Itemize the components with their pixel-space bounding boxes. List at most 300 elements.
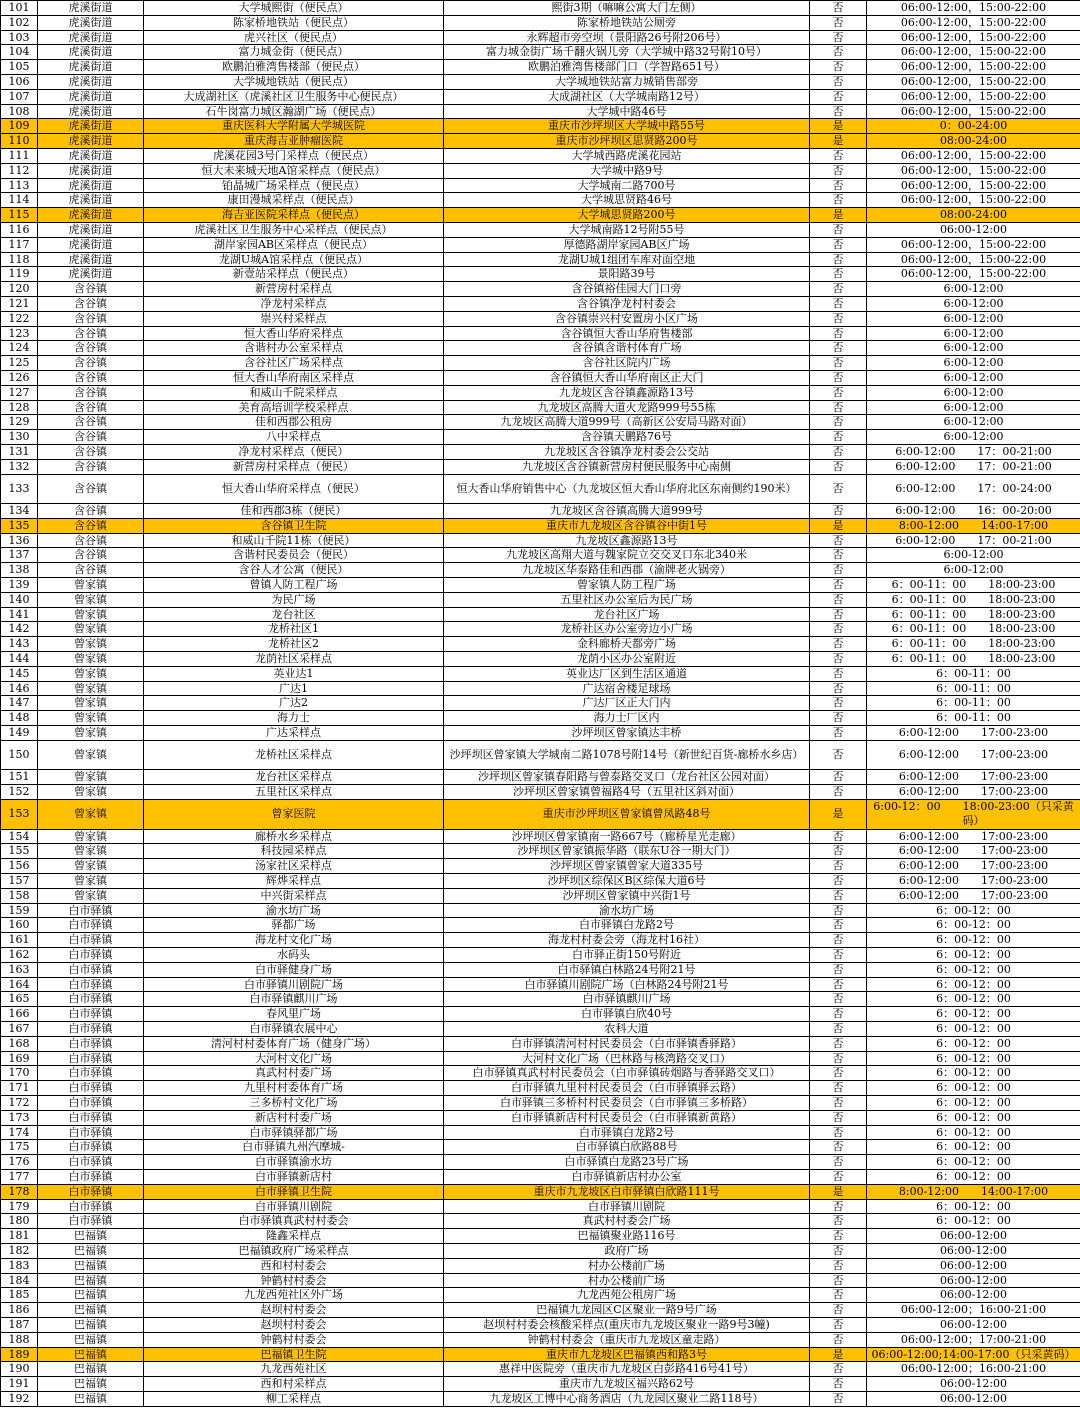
address-cell: 大河村文化广场（巴林路与核湾路交叉口） bbox=[444, 1051, 810, 1066]
street-cell: 白市驿镇 bbox=[38, 962, 144, 977]
table-row bbox=[1, 1243, 1080, 1258]
hours-cell: 6:00-12:00 bbox=[867, 415, 1080, 430]
street-cell: 虎溪街道 bbox=[38, 237, 144, 252]
hospital-flag-cell: 否 bbox=[810, 148, 867, 163]
site-name-cell: 富力城金街（便民点） bbox=[144, 45, 444, 60]
address-cell: 白市驿镇白龙路2号 bbox=[444, 918, 810, 933]
street-cell: 白市驿镇 bbox=[38, 1155, 144, 1170]
table-row bbox=[1, 533, 1080, 548]
table-row bbox=[1, 740, 1080, 770]
table-row bbox=[1, 193, 1080, 208]
row-number-cell: 173 bbox=[1, 1110, 38, 1125]
row-number-cell: 172 bbox=[1, 1095, 38, 1110]
address-cell: 含谷镇天鹏路76号 bbox=[444, 430, 810, 445]
row-number-cell: 132 bbox=[1, 459, 38, 474]
row-number-cell: 131 bbox=[1, 444, 38, 459]
site-name-cell: 赵坝村村委会 bbox=[144, 1317, 444, 1332]
address-cell: 巴福镇九龙园区C区聚业一路9号广场 bbox=[444, 1303, 810, 1318]
hours-cell: 6:00-12:00 bbox=[867, 326, 1080, 341]
hospital-flag-cell: 否 bbox=[810, 1243, 867, 1258]
hospital-flag-cell: 否 bbox=[810, 1288, 867, 1303]
address-cell: 含谷镇含谐村体育广场 bbox=[444, 341, 810, 356]
table-row bbox=[1, 933, 1080, 948]
hours-cell: 6:00-12:00 17：00-21:00 bbox=[867, 459, 1080, 474]
hours-cell: 6:00-12:00 17:00-23:00 bbox=[867, 874, 1080, 889]
hospital-flag-cell: 否 bbox=[810, 592, 867, 607]
row-number-cell: 176 bbox=[1, 1155, 38, 1170]
address-cell: 沙坪坝区综保区B区综保大道6号 bbox=[444, 874, 810, 889]
hours-cell: 6：00-12：00 bbox=[867, 977, 1080, 992]
site-name-cell: 恒大未来城天地A馆采样点（便民点） bbox=[144, 163, 444, 178]
site-name-cell: 虎溪花园3号门采样点（便民点） bbox=[144, 148, 444, 163]
row-number-cell: 118 bbox=[1, 252, 38, 267]
hours-cell: 6:00-12:00 bbox=[867, 296, 1080, 311]
table-row bbox=[1, 1169, 1080, 1184]
hospital-flag-cell: 否 bbox=[810, 370, 867, 385]
hours-cell: 6:00-12:00 17：00-24:00 bbox=[867, 474, 1080, 504]
table-row bbox=[1, 1288, 1080, 1303]
address-cell: 沙坪坝区曾家镇大学城南二路1078号附14号（新世纪百货-廊桥水乡店） bbox=[444, 740, 810, 770]
hospital-flag-cell: 否 bbox=[810, 829, 867, 844]
hospital-flag-cell: 否 bbox=[810, 859, 867, 874]
site-name-cell: 曾家医院 bbox=[144, 800, 444, 830]
hospital-flag-cell: 否 bbox=[810, 356, 867, 371]
address-cell: 大学城西路虎溪花园站 bbox=[444, 148, 810, 163]
hours-cell: 6：00-12：00 bbox=[867, 1081, 1080, 1096]
site-name-cell: 白市驿镇卫生院 bbox=[144, 1184, 444, 1199]
row-number-cell: 151 bbox=[1, 770, 38, 785]
row-number-cell: 114 bbox=[1, 193, 38, 208]
row-number-cell: 174 bbox=[1, 1125, 38, 1140]
hours-cell: 6:00-12:00 17:00-23:00 bbox=[867, 859, 1080, 874]
row-number-cell: 169 bbox=[1, 1051, 38, 1066]
hours-cell: 6:00-12:00 bbox=[867, 563, 1080, 578]
hospital-flag-cell: 否 bbox=[810, 992, 867, 1007]
address-cell: 龙湖U城1组团车库对面空地 bbox=[444, 252, 810, 267]
site-name-cell: 陈家桥地铁站（便民点） bbox=[144, 15, 444, 30]
hospital-flag-cell: 否 bbox=[810, 1229, 867, 1244]
street-cell: 曾家镇 bbox=[38, 696, 144, 711]
table-row bbox=[1, 563, 1080, 578]
site-name-cell: 含谷社区广场采样点 bbox=[144, 356, 444, 371]
hospital-flag-cell: 否 bbox=[810, 1303, 867, 1318]
hospital-flag-cell: 否 bbox=[810, 252, 867, 267]
table-row bbox=[1, 1273, 1080, 1288]
site-name-cell: 含谐村办公室采样点 bbox=[144, 341, 444, 356]
address-cell: 龙台社区广场 bbox=[444, 607, 810, 622]
address-cell: 白市驿镇白龙路2号 bbox=[444, 1125, 810, 1140]
site-name-cell: 广达2 bbox=[144, 696, 444, 711]
hours-cell: 06:00-12:00，15:00-22:00 bbox=[867, 178, 1080, 193]
street-cell: 巴福镇 bbox=[38, 1229, 144, 1244]
hospital-flag-cell: 是 bbox=[810, 208, 867, 223]
hospital-flag-cell: 否 bbox=[810, 681, 867, 696]
hours-cell: 6：00-11：00 18:00-23:00 bbox=[867, 622, 1080, 637]
table-row bbox=[1, 267, 1080, 282]
address-cell: 曾家镇人防工程广场 bbox=[444, 578, 810, 593]
hospital-flag-cell: 否 bbox=[810, 415, 867, 430]
site-name-cell: 虎兴社区（便民点） bbox=[144, 30, 444, 45]
street-cell: 白市驿镇 bbox=[38, 1095, 144, 1110]
row-number-cell: 106 bbox=[1, 74, 38, 89]
hours-cell: 6：00-12：00 bbox=[867, 948, 1080, 963]
site-name-cell: 曾镇人防工程广场 bbox=[144, 578, 444, 593]
table-row bbox=[1, 1184, 1080, 1199]
street-cell: 白市驿镇 bbox=[38, 1140, 144, 1155]
hours-cell: 6：00-11：00 bbox=[867, 666, 1080, 681]
hours-cell: 0：00-24:00 bbox=[867, 119, 1080, 134]
row-number-cell: 107 bbox=[1, 89, 38, 104]
site-name-cell: 新店村村委广场 bbox=[144, 1110, 444, 1125]
site-name-cell: 巴福镇政府广场采样点 bbox=[144, 1243, 444, 1258]
table-row bbox=[1, 859, 1080, 874]
site-name-cell: 渝水坊广场 bbox=[144, 903, 444, 918]
address-cell: 白市驿镇白欣路88号 bbox=[444, 1140, 810, 1155]
site-name-cell: 新营房村采样点（便民） bbox=[144, 459, 444, 474]
hours-cell: 6:00-12:00 bbox=[867, 548, 1080, 563]
table-row bbox=[1, 1095, 1080, 1110]
hours-cell: 06:00-12:00 bbox=[867, 1317, 1080, 1332]
table-row bbox=[1, 1199, 1080, 1214]
address-cell: 五里社区办公室后为民广场 bbox=[444, 592, 810, 607]
hours-cell: 8:00-12:00 14:00-17:00 bbox=[867, 518, 1080, 533]
hours-cell: 6:00-12:00 17:00-23:00 bbox=[867, 726, 1080, 741]
table-row bbox=[1, 1362, 1080, 1377]
site-name-cell: 白市驿镇川剧院广场 bbox=[144, 977, 444, 992]
hours-cell: 6：00-12：00 bbox=[867, 933, 1080, 948]
street-cell: 巴福镇 bbox=[38, 1317, 144, 1332]
street-cell: 虎溪街道 bbox=[38, 148, 144, 163]
hours-cell: 6：00-12：00 bbox=[867, 962, 1080, 977]
street-cell: 曾家镇 bbox=[38, 622, 144, 637]
hospital-flag-cell: 否 bbox=[810, 104, 867, 119]
street-cell: 巴福镇 bbox=[38, 1332, 144, 1347]
hours-cell: 06:00-12:00；16:00-21:00 bbox=[867, 1362, 1080, 1377]
address-cell: 村办公楼前广场 bbox=[444, 1258, 810, 1273]
hospital-flag-cell: 否 bbox=[810, 60, 867, 75]
street-cell: 虎溪街道 bbox=[38, 134, 144, 149]
table-row bbox=[1, 370, 1080, 385]
table-row bbox=[1, 252, 1080, 267]
row-number-cell: 101 bbox=[1, 1, 38, 16]
table-row bbox=[1, 844, 1080, 859]
street-cell: 白市驿镇 bbox=[38, 918, 144, 933]
site-name-cell: 柳工采样点 bbox=[144, 1391, 444, 1406]
hospital-flag-cell: 否 bbox=[810, 607, 867, 622]
table-row bbox=[1, 163, 1080, 178]
hours-cell: 06:00-12:00 bbox=[867, 1229, 1080, 1244]
address-cell: 龙桥社区办公室旁边小广场 bbox=[444, 622, 810, 637]
row-number-cell: 134 bbox=[1, 504, 38, 519]
hospital-flag-cell: 否 bbox=[810, 30, 867, 45]
hospital-flag-cell: 否 bbox=[810, 444, 867, 459]
row-number-cell: 112 bbox=[1, 163, 38, 178]
street-cell: 巴福镇 bbox=[38, 1362, 144, 1377]
table-row bbox=[1, 104, 1080, 119]
site-name-cell: 海力士 bbox=[144, 711, 444, 726]
row-number-cell: 185 bbox=[1, 1288, 38, 1303]
hours-cell: 8:00-12:00 14:00-17:00 bbox=[867, 1184, 1080, 1199]
street-cell: 含谷镇 bbox=[38, 296, 144, 311]
street-cell: 巴福镇 bbox=[38, 1303, 144, 1318]
site-name-cell: 白市驿镇驿都广场 bbox=[144, 1125, 444, 1140]
address-cell: 钟鹤村村委会（重庆市九龙坡区童走路） bbox=[444, 1332, 810, 1347]
address-cell: 九龙坡区鑫源路13号 bbox=[444, 533, 810, 548]
street-cell: 曾家镇 bbox=[38, 829, 144, 844]
row-number-cell: 113 bbox=[1, 178, 38, 193]
hospital-flag-cell: 否 bbox=[810, 1214, 867, 1229]
hospital-flag-cell: 否 bbox=[810, 1273, 867, 1288]
row-number-cell: 179 bbox=[1, 1199, 38, 1214]
row-number-cell: 124 bbox=[1, 341, 38, 356]
street-cell: 虎溪街道 bbox=[38, 60, 144, 75]
hospital-flag-cell: 否 bbox=[810, 341, 867, 356]
street-cell: 曾家镇 bbox=[38, 740, 144, 770]
row-number-cell: 142 bbox=[1, 622, 38, 637]
hospital-flag-cell: 否 bbox=[810, 193, 867, 208]
row-number-cell: 167 bbox=[1, 1021, 38, 1036]
table-row bbox=[1, 341, 1080, 356]
hospital-flag-cell: 否 bbox=[810, 874, 867, 889]
hospital-flag-cell: 否 bbox=[810, 1199, 867, 1214]
row-number-cell: 164 bbox=[1, 977, 38, 992]
hours-cell: 6：00-12：00 bbox=[867, 1110, 1080, 1125]
site-name-cell: 净龙村采样点 bbox=[144, 296, 444, 311]
street-cell: 虎溪街道 bbox=[38, 208, 144, 223]
row-number-cell: 133 bbox=[1, 474, 38, 504]
street-cell: 虎溪街道 bbox=[38, 45, 144, 60]
hospital-flag-cell: 否 bbox=[810, 666, 867, 681]
row-number-cell: 182 bbox=[1, 1243, 38, 1258]
address-cell: 大学城南二路700号 bbox=[444, 178, 810, 193]
address-cell: 九龙坡区华泰路佳和西郡（渝牌老火锅旁） bbox=[444, 563, 810, 578]
site-name-cell: 汤家社区采样点 bbox=[144, 859, 444, 874]
hospital-flag-cell: 否 bbox=[810, 74, 867, 89]
table-row bbox=[1, 326, 1080, 341]
hospital-flag-cell: 是 bbox=[810, 134, 867, 149]
table-row bbox=[1, 1036, 1080, 1051]
hospital-flag-cell: 否 bbox=[810, 1036, 867, 1051]
address-cell: 九龙坡区含谷镇鑫源路13号 bbox=[444, 385, 810, 400]
hospital-flag-cell: 否 bbox=[810, 267, 867, 282]
hospital-flag-cell: 否 bbox=[810, 504, 867, 519]
street-cell: 曾家镇 bbox=[38, 800, 144, 830]
hospital-flag-cell: 否 bbox=[810, 1066, 867, 1081]
site-name-cell: 春风里广场 bbox=[144, 1007, 444, 1022]
row-number-cell: 123 bbox=[1, 326, 38, 341]
site-name-cell: 白市驿镇九州汽摩城- bbox=[144, 1140, 444, 1155]
street-cell: 白市驿镇 bbox=[38, 903, 144, 918]
row-number-cell: 117 bbox=[1, 237, 38, 252]
street-cell: 白市驿镇 bbox=[38, 1007, 144, 1022]
site-name-cell: 英业达1 bbox=[144, 666, 444, 681]
hospital-flag-cell: 否 bbox=[810, 1140, 867, 1155]
address-cell: 九龙坡区含谷镇新营房村便民服务中心南侧 bbox=[444, 459, 810, 474]
hours-cell: 06:00-12:00，15:00-22:00 bbox=[867, 267, 1080, 282]
hospital-flag-cell: 是 bbox=[810, 1347, 867, 1362]
hours-cell: 08:00-24:00 bbox=[867, 134, 1080, 149]
hospital-flag-cell: 否 bbox=[810, 163, 867, 178]
address-cell: 熙街3期（嘛嘛公寓大门左侧） bbox=[444, 1, 810, 16]
address-cell: 永辉超市旁空坝（景阳路26号附206号） bbox=[444, 30, 810, 45]
site-name-cell: 大学城熙街（便民点） bbox=[144, 1, 444, 16]
hours-cell: 6:00-12:00 bbox=[867, 370, 1080, 385]
site-name-cell: 白市驿镇真武村村委会 bbox=[144, 1214, 444, 1229]
row-number-cell: 159 bbox=[1, 903, 38, 918]
street-cell: 含谷镇 bbox=[38, 504, 144, 519]
address-cell: 重庆市沙坪坝区大学城中路55号 bbox=[444, 119, 810, 134]
hours-cell: 06:00-12:00；17:00-21:00 bbox=[867, 1332, 1080, 1347]
hours-cell: 6：00-11：00 bbox=[867, 696, 1080, 711]
address-cell: 重庆市九龙坡区巴福镇西和路3号 bbox=[444, 1347, 810, 1362]
hospital-flag-cell: 否 bbox=[810, 1362, 867, 1377]
site-name-cell: 净龙村采样点（便民） bbox=[144, 444, 444, 459]
hours-cell: 06:00-12:00，15:00-22:00 bbox=[867, 163, 1080, 178]
hospital-flag-cell: 否 bbox=[810, 1007, 867, 1022]
site-name-cell: 白市驿镇麒川广场 bbox=[144, 992, 444, 1007]
hospital-flag-cell: 否 bbox=[810, 1095, 867, 1110]
address-cell: 含谷社区院内广场 bbox=[444, 356, 810, 371]
table-row bbox=[1, 148, 1080, 163]
site-name-cell: 美育高培训学校采样点 bbox=[144, 400, 444, 415]
row-number-cell: 192 bbox=[1, 1391, 38, 1406]
table-row bbox=[1, 681, 1080, 696]
hospital-flag-cell: 否 bbox=[810, 326, 867, 341]
hours-cell: 6：00-11：00 18:00-23:00 bbox=[867, 607, 1080, 622]
row-number-cell: 177 bbox=[1, 1169, 38, 1184]
row-number-cell: 138 bbox=[1, 563, 38, 578]
site-name-cell: 为民广场 bbox=[144, 592, 444, 607]
table-body bbox=[1, 1, 1080, 1407]
site-name-cell: 湖岸家园AB区采样点（便民点） bbox=[144, 237, 444, 252]
street-cell: 虎溪街道 bbox=[38, 30, 144, 45]
hospital-flag-cell: 否 bbox=[810, 903, 867, 918]
hours-cell: 06:00-12:00，15:00-22:00 bbox=[867, 104, 1080, 119]
street-cell: 白市驿镇 bbox=[38, 1066, 144, 1081]
address-cell: 沙坪坝区曾家镇曾家大道335号 bbox=[444, 859, 810, 874]
hours-cell: 6：00-12：00 bbox=[867, 1214, 1080, 1229]
street-cell: 白市驿镇 bbox=[38, 1021, 144, 1036]
address-cell: 含谷镇崇兴村安置房小区广场 bbox=[444, 311, 810, 326]
address-cell: 厚德路湖岸家园AB区广场 bbox=[444, 237, 810, 252]
hours-cell: 06:00-12:00，15:00-22:00 bbox=[867, 89, 1080, 104]
table-row bbox=[1, 474, 1080, 504]
address-cell: 九龙坡区高翔大道与魏家院立交交叉口东北340米 bbox=[444, 548, 810, 563]
site-name-cell: 石牛岗富力城区瀚湖广场（便民点） bbox=[144, 104, 444, 119]
hours-cell: 06:00-12:00 bbox=[867, 1288, 1080, 1303]
address-cell: 大学城地铁站富力城销售部旁 bbox=[444, 74, 810, 89]
table-row bbox=[1, 1303, 1080, 1318]
table-row bbox=[1, 1125, 1080, 1140]
row-number-cell: 165 bbox=[1, 992, 38, 1007]
address-cell: 惠祥中医院旁（重庆市九龙坡区白彭路416号41号） bbox=[444, 1362, 810, 1377]
street-cell: 含谷镇 bbox=[38, 563, 144, 578]
hospital-flag-cell: 否 bbox=[810, 1258, 867, 1273]
hours-cell: 6：00-11：00 bbox=[867, 711, 1080, 726]
address-cell: 九龙坡区含谷镇高腾大道999号 bbox=[444, 504, 810, 519]
hours-cell: 6:00-12:00 bbox=[867, 282, 1080, 297]
hours-cell: 6:00-12:00 bbox=[867, 385, 1080, 400]
address-cell: 九龙坡区高腾大道火龙路999号55栋 bbox=[444, 400, 810, 415]
street-cell: 含谷镇 bbox=[38, 311, 144, 326]
street-cell: 巴福镇 bbox=[38, 1243, 144, 1258]
hospital-flag-cell: 否 bbox=[810, 563, 867, 578]
hospital-flag-cell: 否 bbox=[810, 311, 867, 326]
hospital-flag-cell: 否 bbox=[810, 1317, 867, 1332]
table-row bbox=[1, 1214, 1080, 1229]
hours-cell: 6：00-12：00 bbox=[867, 1140, 1080, 1155]
row-number-cell: 154 bbox=[1, 829, 38, 844]
address-cell: 沙坪坝区曾家镇南一路667号（廊桥星光走廊） bbox=[444, 829, 810, 844]
hours-cell: 6：00-12：00 bbox=[867, 992, 1080, 1007]
hospital-flag-cell: 否 bbox=[810, 296, 867, 311]
row-number-cell: 168 bbox=[1, 1036, 38, 1051]
site-name-cell: 康田漫城采样点（便民点） bbox=[144, 193, 444, 208]
hours-cell: 06:00-12:00，15:00-22:00 bbox=[867, 45, 1080, 60]
street-cell: 曾家镇 bbox=[38, 578, 144, 593]
hospital-flag-cell: 否 bbox=[810, 15, 867, 30]
row-number-cell: 119 bbox=[1, 267, 38, 282]
table-row bbox=[1, 222, 1080, 237]
table-row bbox=[1, 1110, 1080, 1125]
street-cell: 白市驿镇 bbox=[38, 933, 144, 948]
street-cell: 曾家镇 bbox=[38, 874, 144, 889]
row-number-cell: 137 bbox=[1, 548, 38, 563]
street-cell: 含谷镇 bbox=[38, 356, 144, 371]
table-row bbox=[1, 607, 1080, 622]
address-cell: 白市驿镇川剧院 bbox=[444, 1199, 810, 1214]
hours-cell: 6：00-12：00 bbox=[867, 1095, 1080, 1110]
address-cell: 英业达厂区到生活区通道 bbox=[444, 666, 810, 681]
street-cell: 巴福镇 bbox=[38, 1391, 144, 1406]
street-cell: 虎溪街道 bbox=[38, 119, 144, 134]
address-cell: 白市驿镇清河村村民委员会（白市驿镇香驿路） bbox=[444, 1036, 810, 1051]
row-number-cell: 187 bbox=[1, 1317, 38, 1332]
hospital-flag-cell: 否 bbox=[810, 1377, 867, 1392]
row-number-cell: 143 bbox=[1, 637, 38, 652]
site-name-cell: 大成湖社区（虎溪社区卫生服务中心便民点） bbox=[144, 89, 444, 104]
table-row bbox=[1, 992, 1080, 1007]
street-cell: 含谷镇 bbox=[38, 370, 144, 385]
table-row bbox=[1, 1332, 1080, 1347]
hours-cell: 6:00-12:00 17:00-23:00 bbox=[867, 888, 1080, 903]
row-number-cell: 109 bbox=[1, 119, 38, 134]
row-number-cell: 126 bbox=[1, 370, 38, 385]
row-number-cell: 158 bbox=[1, 888, 38, 903]
site-name-cell: 白市驿镇川剧院 bbox=[144, 1199, 444, 1214]
site-name-cell: 欧鹏泊雅湾售楼部（便民点） bbox=[144, 60, 444, 75]
address-cell: 大学城思贤路46号 bbox=[444, 193, 810, 208]
row-number-cell: 147 bbox=[1, 696, 38, 711]
hours-cell: 6:00-12:00 17:00-23:00 bbox=[867, 829, 1080, 844]
hospital-flag-cell: 否 bbox=[810, 696, 867, 711]
hours-cell: 6：00-11：00 18:00-23:00 bbox=[867, 578, 1080, 593]
address-cell: 大学城南路12号附55号 bbox=[444, 222, 810, 237]
row-number-cell: 110 bbox=[1, 134, 38, 149]
hospital-flag-cell: 否 bbox=[810, 1051, 867, 1066]
address-cell: 重庆市九龙坡区白市驿镇白欣路111号 bbox=[444, 1184, 810, 1199]
row-number-cell: 135 bbox=[1, 518, 38, 533]
hospital-flag-cell: 否 bbox=[810, 459, 867, 474]
street-cell: 含谷镇 bbox=[38, 341, 144, 356]
row-number-cell: 191 bbox=[1, 1377, 38, 1392]
hours-cell: 6：00-12：00 bbox=[867, 1021, 1080, 1036]
hours-cell: 06:00-12:00，15:00-22:00 bbox=[867, 74, 1080, 89]
table-row bbox=[1, 1066, 1080, 1081]
hospital-flag-cell: 否 bbox=[810, 1155, 867, 1170]
street-cell: 含谷镇 bbox=[38, 518, 144, 533]
hospital-flag-cell: 否 bbox=[810, 785, 867, 800]
